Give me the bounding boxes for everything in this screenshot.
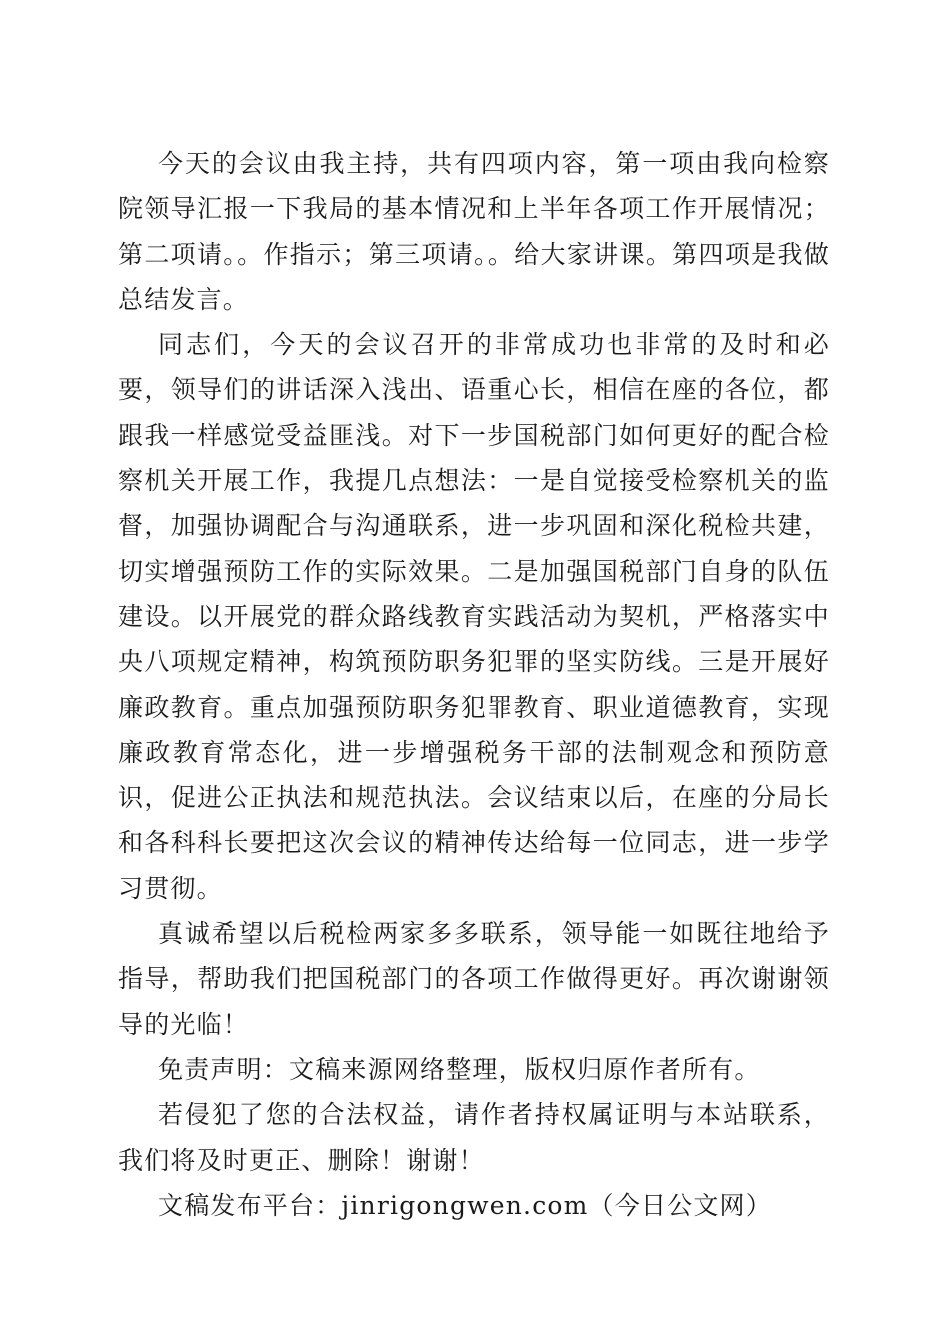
paragraph-closing-thanks: 真诚希望以后税检两家多多联系，领导能一如既往地给予指导，帮助我们把国税部门的各项工作做得更好。再次谢谢领导的光临！ [118,919,830,1039]
document-body [118,141,830,1228]
disclaimer-infringement-notice: 若侵犯了您的合法权益，请作者持权属证明与本站联系，我们将及时更正、删除！谢谢！ [118,1100,830,1175]
paragraph-meeting-agenda: 今天的会议由我主持，共有四项内容，第一项由我向检察院领导汇报一下我局的基本情况和上半年各项工作开展情况；第二项请。。作指示；第三项请。。给大家讲课。第四项是我做总结发言。 [118,149,830,314]
disclaimer-publish-platform: 文稿发布平台：jinrigongwen.com（今日公文网） [158,1190,772,1220]
paragraph-proposals: 同志们，今天的会议召开的非常成功也非常的及时和必要，领导们的讲话深入浅出、语重心长，相信在座的各位，都跟我一样感觉受益匪浅。对下一步国税部门如何更好的配合检察机关开展工作，我提几点想法：一是自觉接受检察机关的监督，加强协调配合与沟通联系，进一步巩固和深化税检共建，切实增强预防工作的实际效果。二是加强国税部门自身的队伍建设。以开展党的群众路线教育实践活动为契机，严格落实中央八项规定精神，构筑预防职务犯罪的坚实防线。三是开展好廉政教育。重点加强预防职务犯罪教育、职业道德教育，实现廉政教育常态化，进一步增强税务干部的法制观念和预防意识，促进公正执法和规范执法。会议结束以后，在座的分局长和各科科长要把这次会议的精神传达给每一位同志，进一步学习贯彻。 [118,330,830,903]
disclaimer-statement: 免责声明：文稿来源网络整理，版权归原作者所有。 [158,1054,761,1084]
